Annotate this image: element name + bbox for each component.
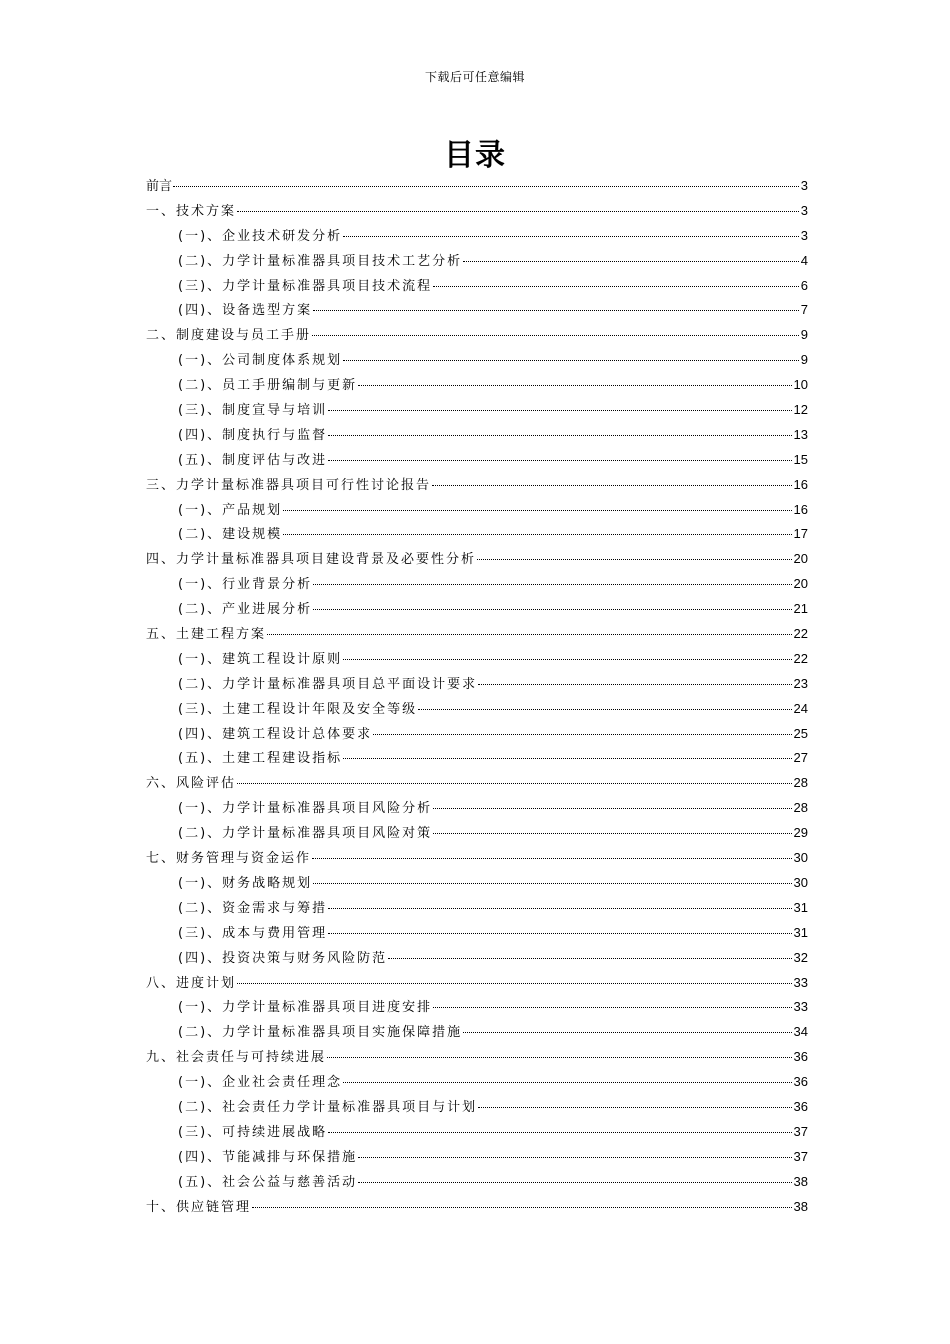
toc-entry-label: 七、财务管理与资金运作: [146, 851, 312, 867]
toc-entry[interactable]: [146, 896, 808, 921]
toc-dot-leader: [343, 758, 791, 759]
toc-entry[interactable]: [146, 224, 808, 249]
toc-entry-label: (二)、资金需求与筹措: [178, 900, 328, 916]
toc-dot-leader: [343, 659, 791, 660]
toc-entry-page-number: 20: [793, 576, 808, 592]
toc-entry-label: (二)、建设规模: [178, 527, 283, 543]
toc-dot-leader: [432, 485, 792, 486]
toc-dot-leader: [343, 236, 799, 237]
toc-dot-leader: [343, 1082, 791, 1083]
toc-entry-label: (一)、力学计量标准器具项目风险分析: [178, 801, 433, 817]
toc-entry[interactable]: [146, 995, 808, 1020]
toc-entry[interactable]: [146, 1045, 808, 1070]
toc-entry-page-number: 22: [793, 650, 808, 666]
toc-entry-page-number: 28: [793, 775, 808, 791]
toc-dot-leader: [313, 609, 791, 610]
toc-entry-page-number: 31: [793, 899, 808, 915]
toc-entry-page-number: 33: [793, 999, 808, 1015]
toc-entry-label: (一)、建筑工程设计原则: [178, 651, 343, 667]
toc-entry[interactable]: [146, 373, 808, 398]
toc-entry-page-number: 32: [793, 949, 808, 965]
toc-entry-label: 九、社会责任与可持续进展: [146, 1050, 327, 1066]
page-title: 目录: [444, 138, 506, 173]
toc-entry-page-number: 27: [793, 750, 808, 766]
toc-dot-leader: [433, 808, 791, 809]
toc-entry[interactable]: [146, 796, 808, 821]
toc-entry-label: (二)、社会责任力学计量标准器具项目与计划: [178, 1099, 478, 1115]
toc-entry[interactable]: [146, 597, 808, 622]
toc-entry-page-number: 30: [793, 874, 808, 890]
toc-entry[interactable]: [146, 746, 808, 771]
toc-entry[interactable]: [146, 323, 808, 348]
toc-entry[interactable]: [146, 572, 808, 597]
toc-entry[interactable]: [146, 1120, 808, 1145]
toc-entry-page-number: 13: [793, 426, 808, 442]
toc-entry-page-number: 23: [793, 675, 808, 691]
toc-entry-label: (二)、力学计量标准器具项目总平面设计要求: [178, 676, 478, 692]
toc-entry-label: 前言: [146, 179, 173, 194]
toc-dot-leader: [328, 435, 791, 436]
toc-entry[interactable]: [146, 423, 808, 448]
toc-entry-label: (四)、投资决策与财务风险防范: [178, 950, 388, 966]
toc-entry[interactable]: [146, 647, 808, 672]
toc-entry-label: (四)、制度执行与监督: [178, 427, 328, 443]
toc-entry-label: 八、进度计划: [146, 975, 237, 991]
toc-entry-label: 四、力学计量标准器具项目建设背景及必要性分析: [146, 552, 477, 568]
toc-dot-leader: [433, 833, 791, 834]
toc-entry[interactable]: [146, 473, 808, 498]
toc-dot-leader: [313, 310, 799, 311]
toc-entry-page-number: 3: [800, 202, 808, 218]
toc-dot-leader: [267, 634, 792, 635]
toc-entry-label: (一)、企业技术研发分析: [178, 228, 343, 244]
toc-entry-label: 二、制度建设与员工手册: [146, 328, 312, 344]
toc-dot-leader: [328, 933, 791, 934]
toc-entry[interactable]: [146, 672, 808, 697]
toc-dot-leader: [312, 335, 799, 336]
toc-entry-label: (二)、力学计量标准器具项目实施保障措施: [178, 1025, 463, 1041]
toc-entry[interactable]: [146, 921, 808, 946]
toc-dot-leader: [328, 410, 791, 411]
toc-dot-leader: [388, 958, 791, 959]
toc-entry-label: (三)、力学计量标准器具项目技术流程: [178, 278, 433, 294]
toc-entry-label: (一)、公司制度体系规划: [178, 353, 343, 369]
toc-dot-leader: [477, 559, 792, 560]
toc-entry-label: 三、力学计量标准器具项目可行性讨论报告: [146, 477, 432, 493]
toc-entry-page-number: 6: [800, 277, 808, 293]
toc-entry[interactable]: [146, 1145, 808, 1170]
toc-entry[interactable]: [146, 1020, 808, 1045]
toc-entry-page-number: 34: [793, 1024, 808, 1040]
toc-entry[interactable]: [146, 249, 808, 274]
toc-entry-label: (一)、行业背景分析: [178, 577, 313, 593]
toc-entry-label: (二)、产业进展分析: [178, 602, 313, 618]
toc-entry-label: (四)、建筑工程设计总体要求: [178, 726, 373, 742]
toc-entry-label: (五)、制度评估与改进: [178, 452, 328, 468]
toc-dot-leader: [252, 1207, 792, 1208]
toc-entry-label: (二)、力学计量标准器具项目技术工艺分析: [178, 253, 463, 269]
toc-entry[interactable]: [146, 846, 808, 871]
toc-entry-label: (三)、土建工程设计年限及安全等级: [178, 701, 418, 717]
toc-dot-leader: [358, 1182, 791, 1183]
toc-entry-label: (三)、可持续进展战略: [178, 1124, 328, 1140]
toc-entry-page-number: 15: [793, 451, 808, 467]
toc-dot-leader: [237, 783, 792, 784]
toc-dot-leader: [327, 1057, 792, 1058]
toc-entry[interactable]: [146, 547, 808, 572]
toc-entry-page-number: 29: [793, 825, 808, 841]
toc-entry-page-number: 20: [793, 551, 808, 567]
toc-entry-page-number: 10: [793, 377, 808, 393]
toc-dot-leader: [463, 1032, 791, 1033]
toc-entry[interactable]: [146, 274, 808, 299]
toc-entry-label: 十、供应链管理: [146, 1199, 252, 1215]
toc-entry-label: (四)、设备选型方案: [178, 303, 313, 319]
toc-entry-page-number: 25: [793, 725, 808, 741]
toc-dot-leader: [343, 360, 799, 361]
toc-entry-page-number: 31: [793, 924, 808, 940]
toc-entry[interactable]: [146, 771, 808, 796]
toc-entry-label: (一)、产品规划: [178, 502, 283, 518]
toc-entry-page-number: 9: [800, 327, 808, 343]
toc-entry-label: (三)、制度宣导与培训: [178, 403, 328, 419]
toc-entry[interactable]: [146, 298, 808, 323]
toc-entry-page-number: 12: [793, 402, 808, 418]
toc-entry-page-number: 38: [793, 1173, 808, 1189]
toc-entry[interactable]: [146, 398, 808, 423]
toc-dot-leader: [478, 1107, 791, 1108]
toc-entry-page-number: 28: [793, 800, 808, 816]
toc-entry-label: (一)、力学计量标准器具项目进度安排: [178, 1000, 433, 1016]
toc-dot-leader: [237, 211, 799, 212]
toc-entry-label: (一)、财务战略规划: [178, 875, 313, 891]
toc-entry-page-number: 37: [793, 1123, 808, 1139]
toc-entry-page-number: 16: [793, 501, 808, 517]
toc-entry-page-number: 17: [793, 526, 808, 542]
toc-entry[interactable]: [146, 1195, 808, 1220]
toc-entry[interactable]: [146, 1095, 808, 1120]
toc-dot-leader: [433, 286, 799, 287]
toc-entry-page-number: 22: [793, 626, 808, 642]
page-header: 下载后可任意编辑: [424, 70, 525, 84]
toc-entry-label: 一、技术方案: [146, 203, 237, 219]
toc-dot-leader: [312, 858, 792, 859]
toc-dot-leader: [433, 1007, 791, 1008]
toc-entry[interactable]: [146, 971, 808, 996]
toc-entry-label: (二)、力学计量标准器具项目风险对策: [178, 826, 433, 842]
table-of-contents: [146, 174, 808, 1219]
toc-entry-page-number: 3: [800, 227, 808, 243]
toc-entry[interactable]: [146, 448, 808, 473]
toc-entry[interactable]: [146, 622, 808, 647]
toc-dot-leader: [373, 734, 791, 735]
toc-entry-label: (三)、成本与费用管理: [178, 925, 328, 941]
toc-dot-leader: [478, 684, 791, 685]
toc-dot-leader: [313, 584, 791, 585]
toc-entry-label: 六、风险评估: [146, 776, 237, 792]
toc-entry[interactable]: [146, 1170, 808, 1195]
toc-entry[interactable]: [146, 722, 808, 747]
toc-entry-page-number: 9: [800, 352, 808, 368]
toc-dot-leader: [358, 1157, 791, 1158]
toc-dot-leader: [328, 460, 791, 461]
toc-dot-leader: [237, 983, 792, 984]
toc-dot-leader: [463, 261, 799, 262]
toc-entry[interactable]: [146, 348, 808, 373]
toc-entry-page-number: 37: [793, 1148, 808, 1164]
toc-dot-leader: [418, 709, 791, 710]
toc-entry[interactable]: [146, 697, 808, 722]
toc-entry-page-number: 21: [793, 601, 808, 617]
toc-dot-leader: [283, 534, 791, 535]
toc-entry-page-number: 36: [793, 1049, 808, 1065]
toc-entry[interactable]: [146, 946, 808, 971]
toc-entry-page-number: 7: [800, 302, 808, 318]
toc-entry-label: (二)、员工手册编制与更新: [178, 378, 358, 394]
toc-dot-leader: [328, 908, 791, 909]
toc-entry-page-number: 4: [800, 252, 808, 268]
toc-entry-page-number: 24: [793, 700, 808, 716]
toc-entry-label: (一)、企业社会责任理念: [178, 1075, 343, 1091]
toc-entry-page-number: 38: [793, 1198, 808, 1214]
toc-dot-leader: [328, 1132, 791, 1133]
toc-entry-page-number: 33: [793, 974, 808, 990]
toc-entry-page-number: 30: [793, 850, 808, 866]
toc-dot-leader: [313, 883, 791, 884]
toc-dot-leader: [173, 186, 799, 187]
toc-entry[interactable]: [146, 821, 808, 846]
toc-entry[interactable]: [146, 199, 808, 224]
toc-entry-label: (五)、土建工程建设指标: [178, 751, 343, 767]
toc-entry-page-number: 16: [793, 476, 808, 492]
toc-dot-leader: [358, 385, 791, 386]
toc-entry-label: (四)、节能减排与环保措施: [178, 1149, 358, 1165]
toc-entry[interactable]: [146, 174, 808, 199]
toc-entry[interactable]: [146, 871, 808, 896]
toc-entry-page-number: 36: [793, 1074, 808, 1090]
toc-entry-page-number: 3: [800, 178, 808, 193]
toc-entry-page-number: 36: [793, 1098, 808, 1114]
toc-entry[interactable]: [146, 1070, 808, 1095]
toc-entry[interactable]: [146, 522, 808, 547]
toc-entry-label: 五、土建工程方案: [146, 627, 267, 643]
toc-entry-label: (五)、社会公益与慈善活动: [178, 1174, 358, 1190]
toc-dot-leader: [283, 510, 791, 511]
toc-entry[interactable]: [146, 498, 808, 523]
